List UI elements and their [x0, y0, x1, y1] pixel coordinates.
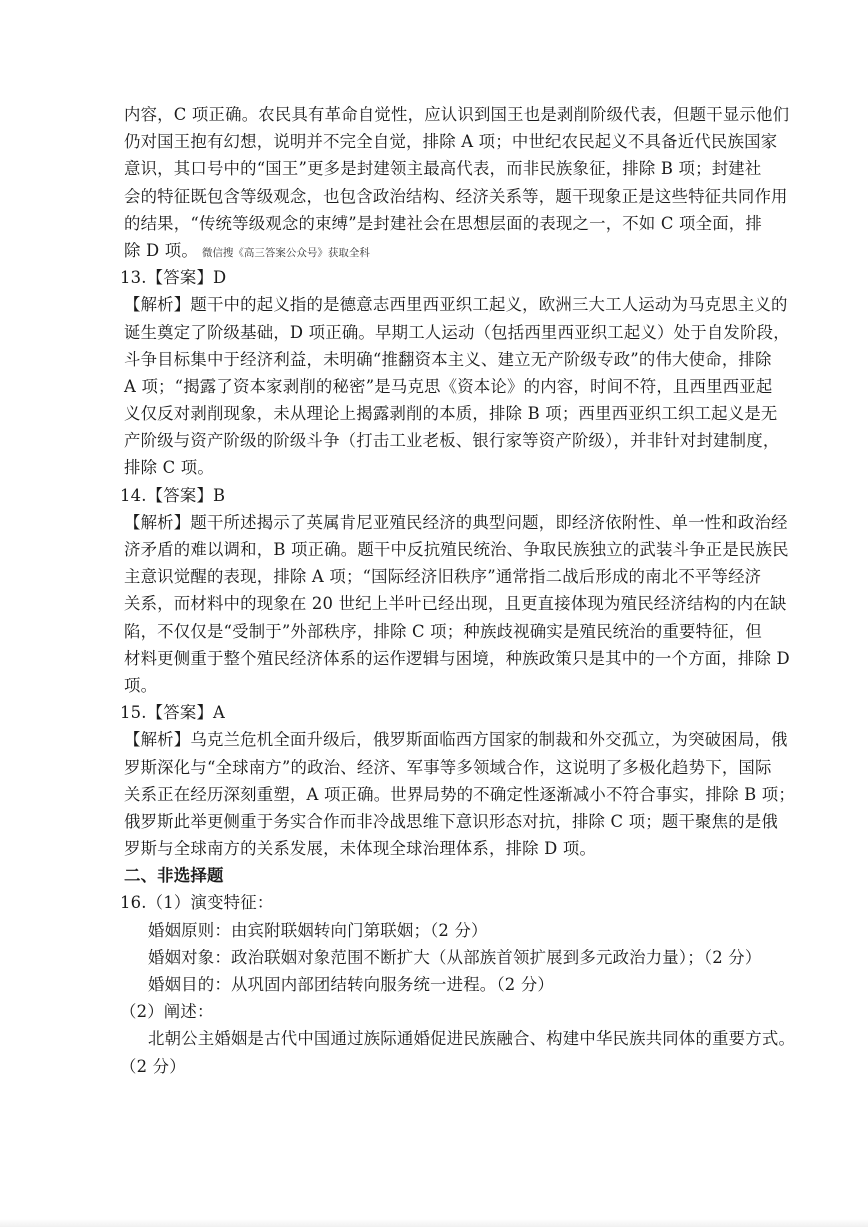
text-line: [124, 454, 748, 481]
text-line: [124, 400, 778, 427]
text-line: [124, 590, 787, 617]
line-text: 主意识觉醒的表现，排除 A 项；“国际经济旧秩序”通常指二战后形成的南北不平等经济: [124, 567, 762, 587]
line-text: 关系，而材料中的现象在 20 世纪上半叶已经出现，且更直接体现为殖民经济结构的内在缺: [124, 594, 787, 614]
text-line: [124, 1025, 796, 1052]
line-text: 仍对国王抱有幻想，说明并不完全自觉，排除 A 项；中世纪农民起义不具备近代民族国家: [124, 132, 778, 152]
line-text: 关系正在经历深刻重塑，A 项正确。世界局势的不确定性逐渐减小不符合事实，排除 B 项；: [124, 784, 795, 804]
line-text: （2 分）: [120, 1056, 186, 1076]
text-line: [124, 971, 748, 998]
line-text: 产阶级与资产阶级的阶级斗争（打击工业老板、银行家等资产阶级），并非针对封建制度，: [124, 431, 780, 451]
text-line: [124, 917, 748, 944]
watermark-note: 微信搜《高三答案公众号》获取全科: [201, 246, 370, 259]
line-text: （2）阐述：: [120, 1002, 214, 1022]
line-text: 婚姻原则：由宾附联姻转向门第联姻；（2 分）: [148, 920, 488, 940]
text-line: [124, 128, 778, 155]
line-text: 婚姻目的：从巩固内部团结转向服务统一进程。（2 分）: [148, 975, 555, 994]
answer-text-body: [120, 101, 796, 1080]
line-text: 意识，其口号中的“国王”更多是封建领主最高代表，而非民族象征，排除 B 项；封建社: [124, 159, 762, 179]
text-line: [124, 427, 780, 454]
text-line: [124, 101, 790, 128]
line-text: 婚姻对象：政治联姻对象范围不断扩大（从部族首领扩展到多元政治力量）；（2 分）: [148, 947, 762, 967]
text-line: [124, 536, 789, 563]
line-text: 排除 C 项。: [124, 458, 214, 478]
text-line: [124, 155, 762, 182]
text-line: [120, 264, 748, 291]
line-text: 罗斯与全球南方的关系发展，未体现全球治理体系，排除 D 项。: [124, 839, 597, 859]
text-line: [124, 210, 762, 237]
line-text: 的结果，“传统等级观念的束缚”是封建社会在思想层面的表现之一，不如 C 项全面，排: [124, 213, 762, 233]
line-text: 二、非选择题: [124, 866, 224, 886]
text-line: [124, 944, 762, 971]
line-text: 材料更侧重于整个殖民经济体系的运作逻辑与困境，种族政策只是其中的一个方面，排除 D: [124, 648, 790, 668]
text-line: [120, 998, 748, 1025]
text-line: [120, 889, 748, 916]
text-line: [120, 699, 748, 726]
text-line: [124, 237, 748, 264]
line-text: 北朝公主婚姻是古代中国通过族际通婚促进民族融合、构建中华民族共同体的重要方式。: [148, 1029, 796, 1049]
text-line: [124, 862, 748, 889]
text-line: [124, 563, 762, 590]
line-text: 15.【答案】A: [120, 703, 226, 723]
line-text: 罗斯深化与“全球南方”的政治、经济、军事等多领域合作，这说明了多极化趋势下，国际: [124, 757, 772, 777]
text-line: [124, 183, 788, 210]
line-text: 项。: [124, 675, 158, 695]
line-text: 16.（1）演变特征：: [120, 893, 274, 913]
text-line: [124, 509, 788, 536]
text-line: [124, 618, 762, 645]
text-line: [124, 373, 773, 400]
line-text: 【解析】题干中的起义指的是德意志西里西亚织工起义，欧洲三大工人运动为马克思主义的: [124, 295, 788, 315]
text-line: [124, 346, 772, 373]
text-line: [124, 645, 790, 672]
text-line: [124, 319, 790, 346]
text-line: [120, 482, 748, 509]
line-text: 斗争目标集中于经济利益，未明确“推翻资本主义、建立无产阶级专政”的伟大使命，排除: [124, 349, 772, 369]
text-line: [124, 835, 748, 862]
line-text: 俄罗斯此举更侧重于务实合作而非冷战思维下意识形态对抗，排除 C 项；题干聚焦的是俄: [124, 811, 779, 831]
text-line: [124, 291, 788, 318]
line-text: 14.【答案】B: [120, 485, 226, 505]
text-line: [124, 754, 772, 781]
text-line: [120, 1053, 748, 1080]
line-text: A 项；“揭露了资本家剥削的秘密”是马克思《资本论》的内容，时间不符，且西里西亚起: [124, 376, 773, 396]
line-text: 13.【答案】D: [120, 268, 227, 288]
line-text: 除 D 项。: [124, 240, 198, 260]
text-line: [124, 808, 779, 835]
page-bottom-edge: [0, 1219, 868, 1227]
text-line: [124, 672, 748, 699]
line-text: 义仅反对剥削现象，未从理论上揭露剥削的本质，排除 B 项；西里西亚织工织工起义是无: [124, 404, 778, 424]
line-text: 诞生奠定了阶级基础，D 项正确。早期工人运动（包括西里西亚织工起义）处于自发阶段，: [124, 322, 790, 342]
line-text: 【解析】乌克兰危机全面升级后，俄罗斯面临西方国家的制裁和外交孤立，为突破困局，俄: [124, 730, 788, 750]
line-text: 济矛盾的难以调和，B 项正确。题干中反抗殖民统治、争取民族独立的武装斗争正是民族民: [124, 540, 789, 559]
line-text: 陷，不仅仅是“受制于”外部秩序，排除 C 项；种族歧视确实是殖民统治的重要特征，但: [124, 621, 762, 641]
text-line: [124, 726, 788, 753]
line-text: 【解析】题干所述揭示了英属肯尼亚殖民经济的典型问题，即经济依附性、单一性和政治经: [124, 512, 788, 532]
line-text: 会的特征既包含等级观念，也包含政治结构、经济关系等，题干现象正是这些特征共同作用: [124, 186, 788, 206]
line-text: 内容，C 项正确。农民具有革命自觉性，应认识到国王也是剥削阶级代表，但题干显示他们: [124, 105, 790, 124]
text-line: [124, 781, 795, 808]
